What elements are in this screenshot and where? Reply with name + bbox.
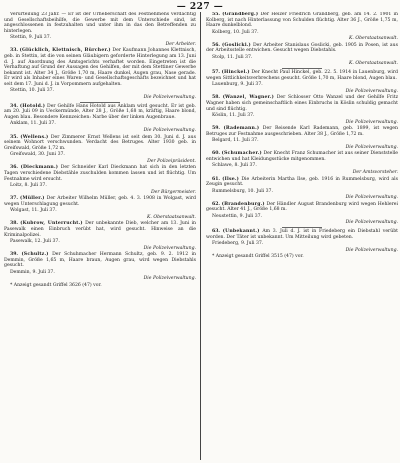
place-date-line: Köslin, 11. Juli 37. xyxy=(212,113,255,119)
notice-entry xyxy=(206,12,398,29)
notice-entry xyxy=(206,151,398,162)
entry-text: Der Arbeiter Wilhelm Müller, geb. 4. 3. 1908 in Wolgast, wird wegen Unterschlagung gesucht. xyxy=(4,196,196,207)
signature-line: Der Arbeiter. xyxy=(165,41,196,47)
entry-text: Der Händler August Brandenburg wird wegen Hehlerei gesucht. Alter 41 J., Größe 1,68 m. xyxy=(206,201,398,213)
column-divider xyxy=(200,12,201,460)
entry-text: Der Knecht Franz Schumacher ist aus seiner Dienststelle entwichen und hat Kleidungsstücke mitgenommen. xyxy=(206,151,398,163)
signature-line: K. Oberstaatsanwalt. xyxy=(348,36,398,42)
entry-heading: (Hinckel.) xyxy=(221,70,250,76)
paragraph: Verurteilung 23 Jahr. — Er ist der Urheberschaft des Festnehmens verdächtig und Gesellschaftsbeihilfe, die Gewerbe mit dem Unterschiede sind, ist angeschlossenen in festzuhalten und unter ihm in das den Betreffenden zu hinterlegen. xyxy=(4,12,196,34)
entry-text: Der Schlosser Otto Wanzel und der Gehilfe Fritz Wagner haben sich gemeinschaftlich eines Einbruchs in Köslin schuldig gemacht und sind flüchtig. xyxy=(206,95,398,112)
section-separator xyxy=(80,102,120,103)
entry-number: 61. xyxy=(212,176,220,182)
notice-entry xyxy=(206,177,398,188)
notice-entry xyxy=(4,48,196,87)
entry-text: Der Gehilfe Hans Hotold aus Anklam wird gesucht. Er ist geb. am 20. Juli 09 in Ueckermünde, Alter 28 J., Größe 1,68 m, kräftig, Haare blond, Augen blau. Besondere Kennzeichen: Narbe über der linken Augenbraue. xyxy=(4,103,196,121)
notice-entry xyxy=(4,221,196,238)
entry-number: 36. xyxy=(10,165,18,171)
entry-heading: (Schultz.) xyxy=(21,252,49,258)
entry-number: 56. xyxy=(212,42,220,48)
place-date-line: Neustettin, 9. Juli 37. xyxy=(212,213,263,219)
place-date-line: Stettin, 9. Juli 37. xyxy=(10,35,52,41)
signature-line: Der Polizeipräsident. xyxy=(147,158,196,164)
left-column xyxy=(4,12,196,460)
place-date-line: Rummelsburg, 10. Juli 37. xyxy=(212,188,273,194)
notice-entry xyxy=(206,70,398,81)
entry-text: Der Schneider Karl Dieckmann hat sich in den letzten Tagen verschiedene Diebstähle zuschulden kommen lassen und ist flüchtig. Um Festnahme wird ersucht. xyxy=(4,165,196,182)
section-separator xyxy=(282,227,322,228)
signature-line: Der Bürgermeister. xyxy=(150,189,196,195)
signature-line: Die Polizeiverwaltung. xyxy=(143,94,196,100)
entry-heading: (Rademann.) xyxy=(223,126,260,132)
entry-number: 39. xyxy=(10,252,18,258)
entry-text: Der Kaufmann Johannes Klettnisch, geb. in Stettin, ist die von seinen Gläubigern geforderte Hinterlegung am 13. Juni d. J. auf Anordnung des Amtsgerichts verhaftet worden. Eingetreten ist die Verhaftung auf Grund der Aussagen des Gehilfen, der mit dem Stettiner Gewerbe bekannt ist. Alter 34 J., Größe 1,70 m, Haare dunkel, Augen grau, Nase gerade. Er wird als Inhaber eines Waren- und Gesellschaftsgeschäfts bezeichnet und hat seit dem 17. Juni d. J. in Vorpommern aufgehalten. xyxy=(4,48,196,87)
entry-text: Der Reisende Karl Rademann, geb. 1899, ist wegen Betruges zur Festnahme ausgeschrieben. Alter 38 J., Größe 1,72 m. xyxy=(206,126,398,137)
place-date-line: Kolberg, 10. Juli 37. xyxy=(212,29,259,35)
place-date-line: Stolp, 11. Juli 37. xyxy=(212,54,253,60)
entry-text: Der Arbeiter Stanislaus Goslicki, geb. 1905 in Posen, ist aus der Arbeitsstelle entwichen. Gesucht wegen Diebstahls. xyxy=(206,42,398,54)
entry-heading: (Wellens.) xyxy=(20,134,49,140)
notice-entry xyxy=(4,135,196,152)
entry-heading: (Goslicki.) xyxy=(222,42,251,48)
signature-line: Die Polizeiverwaltung. xyxy=(345,220,398,226)
place-date-line: Belgard, 11. Juli 37. xyxy=(212,138,259,144)
entry-text: Der Zimmerer Ernst Wellens ist seit dem 30. Juni d. J. aus seinem Wohnort verschwunden. Verdacht des Betruges. Alter 1930 geb. in Greifswald, Größe 1,72 m. xyxy=(4,134,196,151)
signature-line: Die Polizeiverwaltung. xyxy=(143,245,196,251)
signature-line: Die Polizeiverwaltung. xyxy=(345,144,398,150)
notice-entry xyxy=(206,229,398,240)
place-date-line: Friedeberg, 9. Juli 37. xyxy=(212,241,264,247)
entry-number: 63. xyxy=(212,229,220,235)
entry-heading: (Kubrow, Unterrucht.) xyxy=(20,221,83,227)
place-date-line: Demmin, 9. Juli 37. xyxy=(10,269,55,275)
place-date-line: Anklam, 11. Juli 37. xyxy=(10,121,56,127)
notice-entry xyxy=(206,43,398,54)
entry-heading: (Dieckmann.) xyxy=(20,165,59,171)
paragraph: * Anzeigt gesandt Griffel 3515 (47) vor. xyxy=(212,254,304,260)
place-date-line: Lauenburg, 9. Juli 37. xyxy=(212,82,263,88)
signature-line: Die Polizeiverwaltung. xyxy=(345,119,398,125)
entry-number: 57. xyxy=(212,70,220,76)
entry-heading: (Brandenburg.) xyxy=(221,201,265,207)
entry-number: 35. xyxy=(10,134,18,140)
place-date-line: Schlawe, 8. Juli 37. xyxy=(212,163,257,169)
entry-text: Der Knecht Paul Hinckel, geb. 22. 5. 1914 in Lauenburg, wird wegen Sittlichkeitsverbrechens gesucht. Größe 1,70 m, Haare blond, Augen blau. xyxy=(206,70,398,81)
entry-number: 60. xyxy=(212,151,220,157)
notice-entry xyxy=(4,196,196,207)
notice-entry xyxy=(4,104,196,121)
entry-heading: (Ilse.) xyxy=(222,176,240,182)
entry-text: Der Schuhmacher Hermann Schultz, geb. 9. 2. 1912 in Demmin, Größe 1,65 m, Haare braun, Augen grau, wird wegen Diebstahls gesucht. xyxy=(4,252,196,269)
entry-number: 38. xyxy=(10,221,18,227)
place-date-line: Loitz, 8. Juli 37. xyxy=(10,182,47,188)
entry-text: Der Heizer Friedrich Grandberg, geb. am 14. 2. 1901 in Kolberg, ist nach Hinterlassung von Schulden flüchtig. Alter 36 J., Größe 1,75 m, Haare dunkelblond. xyxy=(206,12,398,29)
entry-heading: (Wanzel, Wagner.) xyxy=(222,95,275,101)
right-column xyxy=(206,12,398,460)
entry-heading: (Unbekannt.) xyxy=(222,229,260,235)
signature-line: Die Polizeiverwaltung. xyxy=(143,128,196,134)
entry-number: 59. xyxy=(212,126,220,132)
notice-entry xyxy=(206,202,398,213)
entry-heading: (Glücklich, Klettnisch, Bürcher.) xyxy=(19,48,111,54)
signature-line: Die Polizeiverwaltung. xyxy=(345,195,398,201)
entry-heading: (Hotold.) xyxy=(19,103,46,109)
signature-line: K. Oberstaatsanwalt. xyxy=(146,214,196,220)
signature-line: Die Polizeiverwaltung. xyxy=(345,88,398,94)
entry-number: 55. xyxy=(212,12,220,17)
entry-heading: (Grandberg.) xyxy=(222,12,259,17)
page-number: — 227 — xyxy=(176,2,224,12)
entry-text: Die Arbeiterin Martha Ilse, geb. 1916 in Rummelsburg, wird als Zeugin gesucht. xyxy=(206,176,398,188)
notice-entry xyxy=(4,252,196,269)
signature-line: K. Oberstaatsanwalt. xyxy=(348,61,398,67)
section-separator xyxy=(282,68,322,69)
notice-entry xyxy=(206,95,398,112)
entry-number: 34. xyxy=(10,103,18,109)
signature-line: Die Polizeiverwaltung. xyxy=(345,247,398,253)
place-date-line: Wolgast, 11. Juli 37. xyxy=(10,208,57,214)
place-date-line: Pasewalk, 12. Juli 37. xyxy=(10,238,60,244)
entry-number: 62. xyxy=(212,201,220,207)
entry-number: 33. xyxy=(10,48,18,54)
entry-number: 58. xyxy=(212,95,220,101)
signature-line: Der Amtsvorsteher. xyxy=(352,170,398,175)
place-date-line: Stettin, 10. Juli 37. xyxy=(10,88,55,94)
place-date-line: Greifswald, 30. Juni 37. xyxy=(10,152,65,158)
notice-entry xyxy=(206,126,398,137)
entry-text: Am 3. Juli d. J. ist in Friedeberg ein Diebstahl verübt worden. Der Täter ist unbekannt. Um Mitteilung wird gebeten. xyxy=(206,229,398,240)
entry-number: 37. xyxy=(10,196,18,202)
entry-text: Der unbekannte Dieb, welcher am 13. Juni in Pasewalk einen Einbruch verübt hat, wird gesucht. Hinweise an die Kriminalpolizei. xyxy=(4,221,196,238)
entry-heading: (Müller.) xyxy=(20,196,45,202)
notice-entry xyxy=(4,165,196,182)
entry-heading: (Schumacher.) xyxy=(221,151,262,157)
paragraph: * Anzeigt gesandt Griffel 3626 (47) vor. xyxy=(10,282,102,288)
signature-line: Die Polizeiverwaltung. xyxy=(143,276,196,282)
